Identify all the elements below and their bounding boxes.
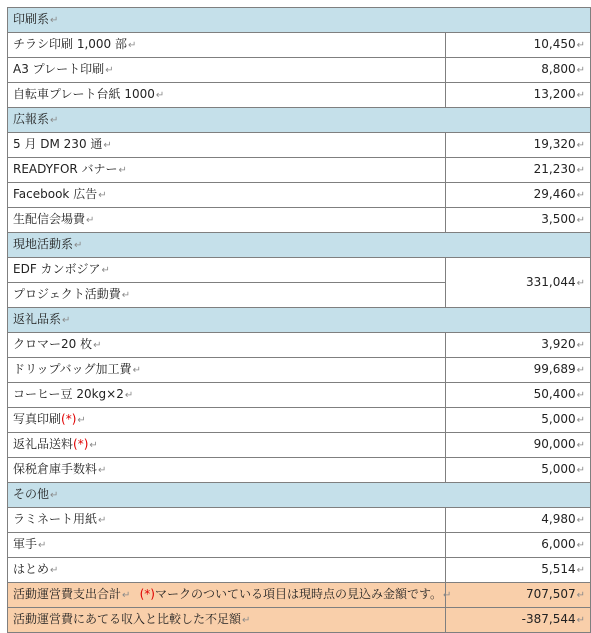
item-label: 写真印刷	[13, 412, 62, 426]
paragraph-mark-icon: ↵	[576, 615, 585, 626]
item-amount-cell	[446, 533, 591, 558]
table-row	[8, 58, 591, 83]
item-amount-cell	[446, 408, 591, 433]
footnote	[0, 585, 591, 605]
paragraph-mark-icon: ↵	[101, 265, 110, 276]
paragraph-mark-icon: ↵	[576, 565, 585, 576]
item-amount: 331,044	[525, 274, 576, 289]
paragraph-mark-icon: ↵	[77, 415, 86, 426]
item-amount-cell	[446, 358, 591, 383]
item-label: ラミネート用紙	[13, 512, 98, 526]
paragraph-mark-icon: ↵	[242, 615, 251, 626]
table-row	[8, 208, 591, 233]
item-label-cell	[8, 358, 446, 383]
item-amount-cell	[446, 433, 591, 458]
item-label-cell	[8, 533, 446, 558]
paragraph-mark-icon: ↵	[155, 90, 165, 101]
table-row	[8, 408, 591, 433]
paragraph-mark-icon: ↵	[93, 340, 102, 351]
total-label-cell	[8, 608, 446, 633]
item-amount: 3,920	[541, 337, 576, 351]
section-header-row	[8, 233, 591, 258]
budget-table	[7, 7, 591, 633]
paragraph-mark-icon: ↵	[576, 277, 585, 289]
item-label-cell	[8, 383, 446, 408]
item-amount-cell	[446, 508, 591, 533]
item-amount: 8,800	[541, 62, 576, 76]
table-row	[8, 158, 591, 183]
item-label-cell	[8, 558, 446, 583]
paragraph-mark-icon: ↵	[50, 15, 59, 26]
paragraph-mark-icon: ↵	[98, 465, 107, 476]
paragraph-mark-icon: ↵	[576, 440, 585, 451]
paragraph-mark-icon: ↵	[576, 90, 585, 101]
item-label-cell	[8, 158, 446, 183]
item-label-cell	[8, 133, 446, 158]
item-label: 自転車プレート台紙 1000	[13, 87, 155, 101]
item-label: READYFOR バナー	[13, 162, 118, 176]
table-row	[8, 258, 591, 283]
paragraph-mark-icon: ↵	[118, 165, 127, 176]
section-title: 印刷系↵	[8, 8, 591, 33]
item-amount-cell	[446, 183, 591, 208]
paragraph-mark-icon: ↵	[127, 40, 137, 51]
paragraph-mark-icon: ↵	[576, 190, 585, 201]
item-amount: 4,980	[541, 512, 576, 526]
item-label: 生配信会場費	[13, 212, 86, 226]
item-label-cell	[8, 83, 446, 108]
paragraph-mark-icon: ↵	[576, 515, 585, 526]
table-row	[8, 83, 591, 108]
section-header-row	[8, 308, 591, 333]
item-label: チラシ印刷 1,000 部	[13, 37, 127, 51]
paragraph-mark-icon: ↵	[122, 590, 131, 601]
table-row	[8, 433, 591, 458]
paragraph-mark-icon: ↵	[89, 440, 98, 451]
estimate-asterisk: (*)	[61, 412, 77, 426]
item-label-cell	[8, 408, 446, 433]
footnote-text: マークのついている項目は現時点の見込み金額です。	[154, 587, 443, 601]
paragraph-mark-icon: ↵	[576, 340, 585, 351]
item-label-cell	[8, 258, 446, 283]
paragraph-mark-icon: ↵	[50, 565, 59, 576]
paragraph-mark-icon: ↵	[98, 515, 107, 526]
item-amount-cell	[446, 33, 591, 58]
item-label-cell	[8, 183, 446, 208]
item-amount-cell	[446, 333, 591, 358]
table-row	[8, 333, 591, 358]
total-label: 活動運営費支出合計	[13, 587, 122, 601]
item-label: 保税倉庫手数料	[13, 462, 98, 476]
item-label-cell	[8, 58, 446, 83]
paragraph-mark-icon: ↵	[38, 540, 47, 551]
paragraph-mark-icon: ↵	[74, 240, 83, 251]
table-row	[8, 133, 591, 158]
paragraph-mark-icon: ↵	[121, 290, 131, 301]
section-header-row	[8, 108, 591, 133]
table-row	[8, 383, 591, 408]
paragraph-mark-icon: ↵	[50, 115, 59, 126]
section-title: 現地活動系↵	[8, 233, 591, 258]
item-amount: 3,500	[541, 212, 576, 226]
table-row	[8, 358, 591, 383]
item-amount: 90,000	[533, 437, 576, 451]
item-label-cell	[8, 433, 446, 458]
paragraph-mark-icon: ↵	[576, 540, 585, 551]
item-label-cell	[8, 458, 446, 483]
item-amount-cell	[446, 208, 591, 233]
paragraph-mark-icon: ↵	[576, 465, 585, 476]
item-label-line1: EDF カンボジア	[13, 262, 101, 276]
item-amount-cell	[446, 383, 591, 408]
item-amount: 10,450	[533, 37, 576, 51]
item-amount: 50,400	[533, 387, 576, 401]
item-amount: 5,000	[541, 412, 576, 426]
total-label: 活動運営費にあてる収入と比較した不足額	[13, 612, 242, 626]
paragraph-mark-icon: ↵	[576, 415, 585, 426]
item-label: はとめ	[13, 562, 50, 576]
item-label: クロマー20 枚	[13, 337, 93, 351]
item-label-cell	[8, 208, 446, 233]
item-amount: 21,230	[533, 162, 576, 176]
table-row	[8, 183, 591, 208]
item-amount: 13,200	[533, 87, 576, 101]
item-label: 返礼品送料	[13, 437, 74, 451]
item-label: 軍手	[13, 537, 38, 551]
item-amount-cell	[446, 133, 591, 158]
item-label-line2: プロジェクト活動費	[13, 287, 121, 301]
footnote-asterisk: (*)	[139, 587, 155, 601]
item-label-cell	[8, 33, 446, 58]
item-amount: 19,320	[533, 137, 576, 151]
section-title: その他↵	[8, 483, 591, 508]
paragraph-mark-icon: ↵	[98, 190, 107, 201]
table-row	[8, 533, 591, 558]
paragraph-mark-icon: ↵	[576, 140, 585, 151]
paragraph-mark-icon: ↵	[576, 65, 585, 76]
paragraph-mark-icon: ↵	[132, 365, 141, 376]
paragraph-mark-icon: ↵	[443, 590, 452, 601]
item-amount: 5,000	[541, 462, 576, 476]
paragraph-mark-icon: ↵	[86, 215, 95, 226]
section-title: 返礼品系↵	[8, 308, 591, 333]
item-amount: 6,000	[541, 537, 576, 551]
table-row	[8, 458, 591, 483]
item-label: Facebook 広告	[13, 187, 98, 201]
item-amount: 99,689	[533, 362, 576, 376]
table-row	[8, 508, 591, 533]
estimate-asterisk: (*)	[73, 437, 89, 451]
paragraph-mark-icon: ↵	[576, 40, 585, 51]
item-amount-cell	[446, 558, 591, 583]
paragraph-mark-icon: ↵	[103, 140, 112, 151]
paragraph-mark-icon: ↵	[576, 365, 585, 376]
item-label: コーヒー豆 20kg×2	[13, 387, 124, 401]
item-label: A3 プレート印刷	[13, 62, 105, 76]
item-label-cell	[8, 508, 446, 533]
total-row	[8, 608, 591, 633]
item-amount-cell	[446, 458, 591, 483]
paragraph-mark-icon: ↵	[576, 215, 585, 226]
item-amount-cell	[446, 258, 591, 308]
paragraph-mark-icon: ↵	[105, 65, 114, 76]
item-label-cell	[8, 333, 446, 358]
paragraph-mark-icon: ↵	[576, 165, 585, 176]
section-title: 広報系↵	[8, 108, 591, 133]
item-amount: 29,460	[533, 187, 576, 201]
item-amount-cell	[446, 158, 591, 183]
total-amount: 707,507	[525, 587, 576, 601]
paragraph-mark-icon: ↵	[124, 390, 134, 401]
item-label: ドリップバッグ加工費	[13, 362, 132, 376]
paragraph-mark-icon: ↵	[62, 315, 71, 326]
item-label: 5 月 DM 230 通	[13, 137, 103, 151]
paragraph-mark-icon: ↵	[50, 490, 59, 501]
paragraph-mark-icon: ↵	[576, 590, 585, 601]
section-header-row	[8, 483, 591, 508]
total-amount: -387,544	[521, 612, 576, 626]
table-row	[8, 558, 591, 583]
item-amount: 5,514	[541, 562, 576, 576]
table-row	[8, 33, 591, 58]
item-amount-cell	[446, 58, 591, 83]
total-amount-cell	[446, 608, 591, 633]
item-amount-cell	[446, 83, 591, 108]
section-header-row	[8, 8, 591, 33]
paragraph-mark-icon: ↵	[576, 390, 585, 401]
item-label-cell	[8, 283, 446, 308]
